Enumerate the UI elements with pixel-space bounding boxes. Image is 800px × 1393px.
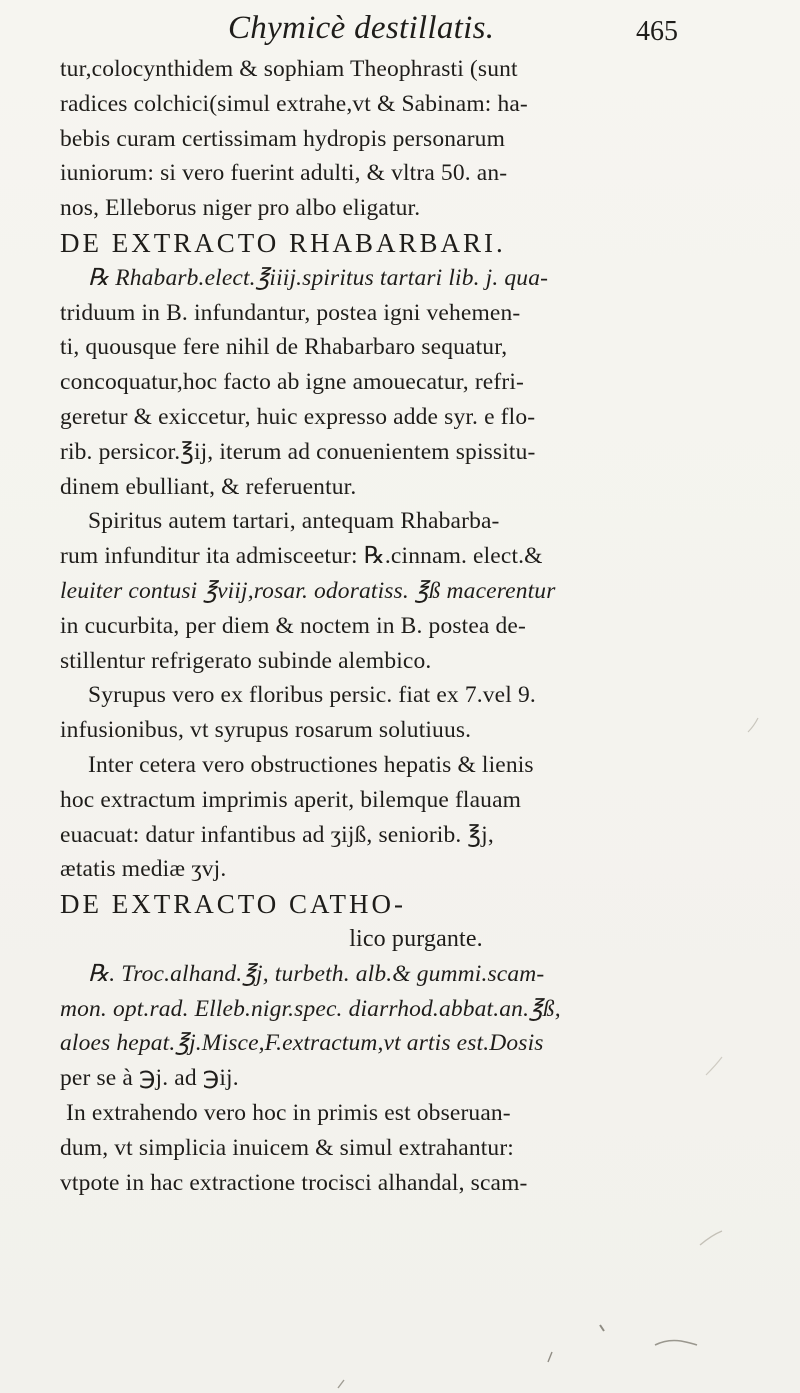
ink-speck-mark (548, 1352, 552, 1362)
text-line: In extrahendo vero hoc in primis est obseruan- (66, 1099, 511, 1126)
text-line: infusionibus, vt syrupus rosarum solutiuus. (60, 717, 472, 744)
section-heading-continued: lico purgante. (349, 925, 483, 952)
page-header (0, 10, 800, 50)
running-title: Chymicè destillatis. (228, 10, 495, 46)
text-line: euacuat: datur infantibus ad ʒijß, seniorib. ℥j, (60, 821, 494, 848)
text-line: Syrupus vero ex floribus persic. fiat ex 7.vel 9. (88, 682, 536, 709)
text-line: tur,colocynthidem & sophiam Theophrasti (sunt (60, 56, 518, 82)
body-text (60, 52, 772, 1200)
text-line: mon. opt.rad. Elleb.nigr.spec. diarrhod.abbat.an.℥ß, (60, 995, 561, 1022)
text-line: dinem ebulliant, & referuentur. (60, 473, 357, 500)
page-number: 465 (636, 16, 678, 47)
text-line: geretur & exiccetur, huic expresso adde syr. e flo- (60, 403, 536, 430)
ink-speck-mark (338, 1380, 344, 1388)
section-heading-rhabarbari: DE EXTRACTO RHABARBARI. (60, 227, 506, 258)
text-line: leuiter contusi ℥viij,rosar. odoratiss. ℥ß macerentur (60, 577, 556, 604)
text-line: vtpote in hac extractione trocisci alhandal, scam- (60, 1169, 528, 1196)
text-line: dum, vt simplicia inuicem & simul extrahantur: (60, 1134, 514, 1161)
text-line: Spiritus autem tartari, antequam Rhabarba- (88, 508, 500, 535)
ink-speck-mark (655, 1341, 697, 1346)
text-line: triduum in B. infundantur, postea igni vehemen- (60, 299, 521, 326)
text-line: concoquatur,hoc facto ab igne amouecatur, refri- (60, 369, 524, 396)
text-line: bebis curam certissimam hydropis personarum (60, 125, 506, 152)
text-line: iuniorum: si vero fuerint adulti, & vltra 50. an- (60, 160, 508, 187)
text-line: in cucurbita, per diem & noctem in B. postea de- (60, 612, 526, 639)
recipe-line: ℞ Rhabarb.elect.℥iiij.spiritus tartari lib. j. qua- (88, 264, 549, 291)
text-line: ti, quousque fere nihil de Rhabarbaro sequatur, (60, 334, 508, 361)
text-line: radices colchici(simul extrahe,vt & Sabinam: ha- (60, 90, 528, 117)
text-line: Inter cetera vero obstructiones hepatis & lienis (88, 751, 534, 778)
text-line: rib. persicor.℥ij, iterum ad conuenientem spissitu- (60, 438, 536, 465)
ink-speck-mark (600, 1325, 604, 1331)
recipe-line: ℞. Troc.alhand.℥j, turbeth. alb.& gummi.scam- (88, 960, 545, 987)
text-line: per se à ℈j. ad ℈ij. (60, 1065, 239, 1092)
ink-speck-mark (700, 1231, 722, 1245)
text-line: rum infunditur ita admisceetur: ℞.cinnam. elect.& (60, 543, 543, 570)
text-line: aloes hepat.℥j.Misce,F.extractum,vt artis est.Dosis (60, 1030, 544, 1057)
text-line: ætatis mediæ ʒvj. (60, 856, 227, 883)
section-heading-catholico: DE EXTRACTO CATHO- (60, 889, 406, 920)
text-line: nos, Elleborus niger pro albo eligatur. (60, 195, 421, 222)
text-line: stillentur refrigerato subinde alembico. (60, 647, 432, 674)
text-line: hoc extractum imprimis aperit, bilemque flauam (60, 786, 522, 813)
